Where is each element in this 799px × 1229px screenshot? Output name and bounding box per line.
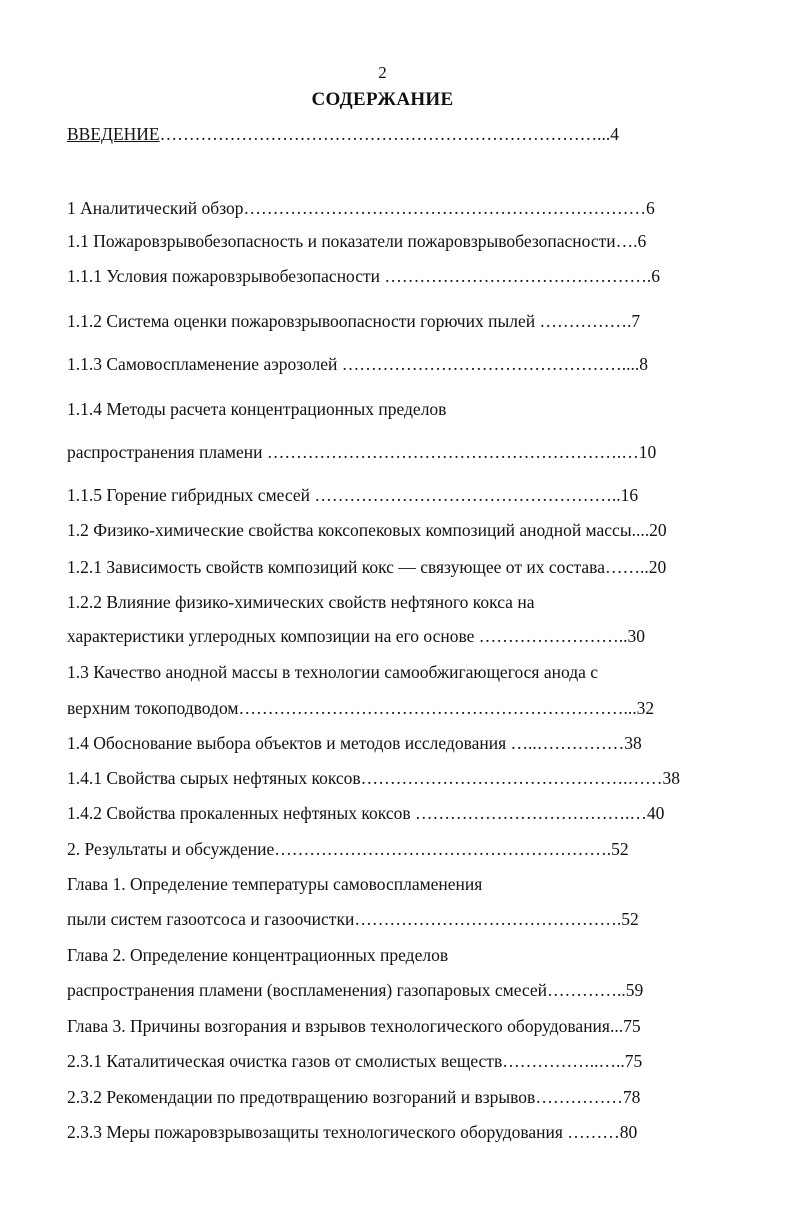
toc-entry-dots: ...: [609, 1016, 624, 1036]
toc-entry-page: ...4: [597, 124, 620, 144]
toc-entry-page: 6: [637, 231, 647, 251]
toc-entry-text: ВВЕДЕНИЕ: [67, 124, 160, 144]
toc-entry-dots: …………..: [547, 980, 626, 1000]
toc-entry-dots: ………: [567, 1122, 620, 1142]
toc-entry: [67, 802, 664, 824]
toc-entry-dots: …………………………………………………………………: [159, 124, 598, 144]
toc-entry-page: 6: [651, 266, 661, 286]
toc-entry-dots: …………….: [539, 311, 632, 331]
toc-entry-text: 1.2 Физико-химические свойства коксопековых композиций анодной массы: [67, 520, 632, 540]
toc-entry: [67, 661, 598, 683]
toc-entry: [67, 398, 446, 420]
toc-entry-text: Глава 1. Определение температуры самовоспламенения: [67, 874, 483, 894]
toc-entry-page: 75: [623, 1016, 641, 1036]
toc-entry-text: 2.3.3 Меры пожаровзрывозащиты технологического оборудования: [67, 1122, 568, 1142]
toc-entry-text: 1 Аналитический обзор: [67, 198, 244, 218]
toc-entry-page: 75: [624, 1051, 643, 1071]
toc-entry: [67, 1086, 640, 1108]
toc-entry-text: 2.3.1 Каталитическая очистка газов от смолистых веществ: [67, 1051, 503, 1071]
toc-entry-text: 1.1 Пожаровзрывобезопасность и показатели пожаровзрывобезопасности: [67, 231, 616, 251]
toc-entry-page: 20: [649, 520, 667, 540]
toc-entry-text: 1.4.2 Свойства прокаленных нефтяных коксов: [67, 803, 416, 823]
page-number: 2: [378, 63, 387, 82]
toc-entry: [67, 591, 534, 613]
toc-entry-dots: ……………..…..: [502, 1051, 625, 1071]
toc-entry-page: 7: [631, 311, 641, 331]
toc-entry-text: распространения пламени (воспламенения) газопаровых смесей: [67, 980, 548, 1000]
toc-entry: [67, 519, 667, 541]
toc-entry-dots: ……………………………………….: [354, 909, 622, 929]
toc-entry-dots: ……………………………………………………………: [243, 198, 647, 218]
toc-entry-dots: …………………………………………....: [341, 354, 640, 374]
toc-entry-page: 38: [662, 768, 681, 788]
toc-entry-dots: ……………………………….…: [415, 803, 647, 823]
toc-entry-text: 1.1.2 Система оценки пожаровзрывоопасности горючих пылей: [67, 311, 540, 331]
toc-entry-page: 80: [619, 1122, 638, 1142]
toc-entry-text: распространения пламени: [67, 442, 267, 462]
toc-entry-dots: ……………………..: [478, 626, 628, 646]
toc-entry: [67, 1050, 642, 1072]
toc-entry-page: 8: [639, 354, 649, 374]
toc-entry-dots: ………………………………………………….: [274, 839, 612, 859]
toc-entry-dots: ……..: [604, 557, 649, 577]
toc-entry-dots: …………………………………………………….…: [266, 442, 639, 462]
toc-entry: [67, 1015, 641, 1037]
toc-entry-dots: ....: [631, 520, 650, 540]
toc-entry-dots: ……………………………………….: [384, 266, 652, 286]
toc-entry: [67, 230, 646, 252]
toc-entry-dots: ……………………………………………..: [314, 485, 621, 505]
toc-entry-page: 10: [638, 442, 657, 462]
page-title: СОДЕРЖАНИЕ: [311, 89, 454, 110]
toc-entry-text: пыли систем газоотсоса и газоочистки: [67, 909, 355, 929]
toc-entry-text: 1.4.1 Свойства сырых нефтяных коксов: [67, 768, 361, 788]
toc-entry-page: 40: [646, 803, 665, 823]
toc-entry-text: 1.3 Качество анодной массы в технологии самообжигающегося анода с: [67, 662, 599, 682]
toc-entry-text: Глава 3. Причины возгорания и взрывов технологического оборудования: [67, 1016, 610, 1036]
toc-entry-text: Глава 2. Определение концентрационных пределов: [67, 945, 449, 965]
toc-entry: [67, 1121, 637, 1143]
toc-entry-text: 1.1.1 Условия пожаровзрывобезопасности: [67, 266, 385, 286]
toc-entry-text: 2. Результаты и обсуждение: [67, 839, 275, 859]
toc-entry: [67, 979, 643, 1001]
toc-entry: [67, 441, 656, 463]
toc-entry: [67, 873, 482, 895]
toc-entry: [67, 908, 639, 930]
toc-entry-text: 1.1.4 Методы расчета концентрационных пределов: [67, 399, 447, 419]
toc-entry-text: 1.1.3 Самовоспламенение аэрозолей: [67, 354, 342, 374]
toc-entry-dots: ….: [615, 231, 638, 251]
toc-entry-page: 6: [646, 198, 655, 218]
toc-entry-text: верхним токоподводом: [67, 698, 239, 718]
toc-entry-text: 1.4 Обоснование выбора объектов и методов исследования: [67, 733, 511, 753]
toc-entry: [67, 484, 638, 506]
toc-entry-text: 2.3.2 Рекомендации по предотвращению возгораний и взрывов: [67, 1087, 536, 1107]
toc-entry: [67, 625, 645, 647]
toc-entry-page: 52: [621, 909, 639, 929]
toc-entry: [67, 353, 648, 375]
toc-entry-dots: ……………………………………….……: [360, 768, 663, 788]
toc-entry-text: 1.2.2 Влияние физико-химических свойств нефтяного кокса на: [67, 592, 535, 612]
toc-entry-text: 1.2.1 Зависимость свойств композиций кокс — связующее от их состава: [67, 557, 605, 577]
toc-entry-text: характеристики углеродных композиции на его основе: [67, 626, 479, 646]
toc-entry-page: 20: [648, 557, 667, 577]
toc-entry-dots: ……………: [535, 1087, 623, 1107]
toc-entry-dots: …………………………………………………………...: [238, 698, 637, 718]
toc-entry: [67, 123, 619, 145]
toc-entry-page: 78: [622, 1087, 641, 1107]
toc-entry: [67, 265, 660, 287]
toc-entry-dots: …..……………: [510, 733, 625, 753]
toc-entry-page: 32: [636, 698, 655, 718]
toc-entry: [67, 838, 629, 860]
toc-entry: [67, 310, 640, 332]
toc-entry-page: 38: [624, 733, 642, 753]
toc-entry-page: 16: [620, 485, 639, 505]
toc-entry-page: 30: [627, 626, 646, 646]
toc-entry-page: 59: [625, 980, 644, 1000]
toc-entry-text: 1.1.5 Горение гибридных смесей: [67, 485, 315, 505]
toc-entry: [67, 697, 654, 719]
toc-entry: [67, 767, 680, 789]
toc-entry: [67, 197, 655, 219]
toc-entry-page: 52: [611, 839, 629, 859]
toc-entry: [67, 732, 642, 754]
toc-entry: [67, 944, 448, 966]
toc-entry: [67, 556, 666, 578]
